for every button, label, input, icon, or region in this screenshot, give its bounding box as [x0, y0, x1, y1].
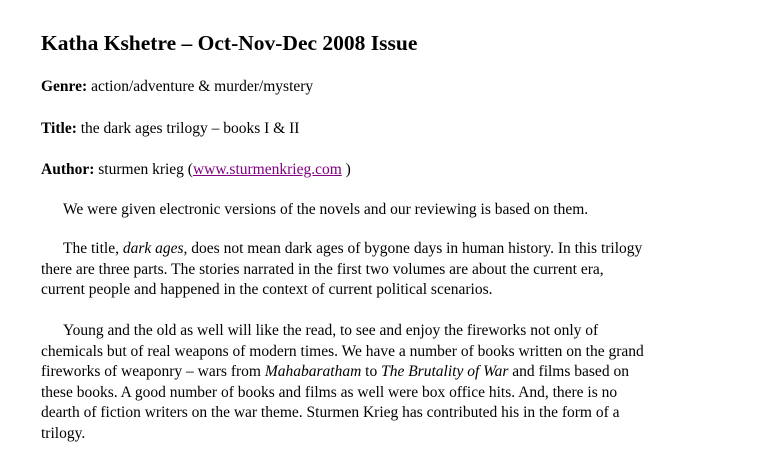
author-value: sturmen krieg ( [94, 161, 193, 178]
author-label: Author: [41, 161, 95, 178]
text-span: fireworks of weaponry – wars from [41, 363, 265, 381]
paragraph-line [41, 239, 741, 260]
title-line [41, 119, 299, 139]
text-span: to [361, 363, 382, 381]
genre-label: Genre: [41, 78, 88, 95]
italic-title: dark ages, [122, 240, 188, 257]
paragraph-line: there are three parts. The stories narrated in the first two volumes are about the current era, [41, 260, 604, 278]
page-title: Katha Kshetre – Oct-Nov-Dec 2008 Issue [41, 31, 418, 55]
title-value: the dark ages trilogy – books I & II [76, 120, 300, 137]
paragraph-line: trilogy. [41, 424, 86, 442]
paragraph-line: these books. A good number of books and films as well were box office hits. And, there is no [41, 383, 618, 401]
paragraph-line: We were given electronic versions of the novels and our reviewing is based on them. [63, 201, 589, 218]
paragraph-line: dearth of fiction writers on the war theme. Sturmen Krieg has contributed his in the form of a [41, 404, 620, 422]
paragraph-line [41, 362, 741, 383]
paragraph-readers [41, 321, 741, 445]
text-span: does not mean dark ages of bygone days in human history. In this trilogy [187, 240, 643, 257]
text-span: and films based on [508, 363, 629, 381]
text-span: The title, [63, 240, 123, 257]
author-close-paren: ) [341, 161, 351, 178]
italic-book-title: The Brutality of War [381, 363, 509, 381]
author-line [41, 160, 351, 180]
paragraph-intro [41, 200, 741, 221]
paragraph-line: chemicals but of real weapons of modern times. We have a number of books written on the grand [41, 342, 644, 360]
paragraph-line: Young and the old as well will like the read, to see and enjoy the fireworks not only of [63, 322, 599, 339]
title-label: Title: [41, 120, 77, 137]
italic-book-title: Mahabaratham [264, 363, 362, 381]
genre-line [41, 77, 313, 97]
paragraph-line: current people and happened in the context of current political scenarios. [41, 281, 493, 299]
paragraph-title-meaning [41, 239, 741, 301]
author-website-link[interactable]: www.sturmenkrieg.com [192, 161, 342, 178]
genre-value: action/adventure & murder/mystery [87, 78, 314, 95]
